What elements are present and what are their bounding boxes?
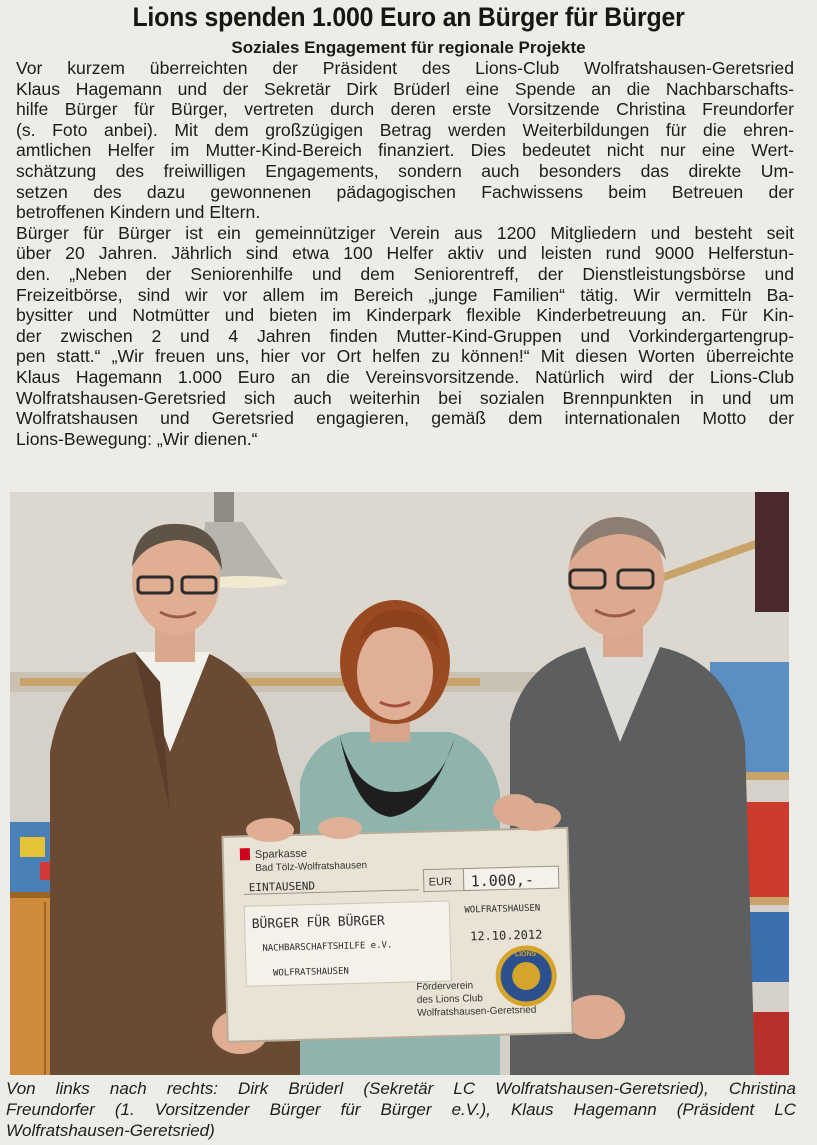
body-line: betroffenen Kindern und Eltern. bbox=[16, 202, 261, 223]
body-line: Lions-Bewegung: „Wir dienen.“ bbox=[16, 428, 258, 449]
body-line: Klaus Hagemann 1.000 Euro an die Vereinsvorsitzende. Natürlich wird der Lions-Club bbox=[16, 366, 794, 387]
body-line: setzen des dazu gewonnenen pädagogischen Fachwissens beim Betreuen der bbox=[16, 181, 794, 202]
article-photo bbox=[10, 492, 789, 1075]
article-headline: Lions spenden 1.000 Euro an Bürger für Bürger bbox=[132, 2, 685, 32]
body-line: pen statt.“ „Wir freuen uns, hier vor Ort helfen zu können!“ Mit diesen Worten überreichte bbox=[16, 346, 794, 367]
check-bank-name: Sparkasse bbox=[254, 847, 308, 862]
body-line: der zwischen 2 und 4 Jahren finden Mutter-Kind-Gruppen und Vorkindergartengrup- bbox=[16, 325, 794, 346]
lions-logo-icon bbox=[497, 947, 554, 1004]
caption-line: Von links nach rechts: Dirk Brüderl (Sekretär LC Wolfratshausen-Geretsried), Christina bbox=[6, 1079, 796, 1098]
body-line: über 20 Jahren. Jährlich sind etwa 100 Helfer aktiv und leisten rund 9000 Helferstun- bbox=[16, 243, 794, 264]
body-line: amtlichen Helfer im Mutter-Kind-Bereich finanziert. Dies bedeutet nicht nur eine Wert- bbox=[16, 140, 794, 161]
check-issuer-line1: Förderverein bbox=[416, 980, 474, 993]
body-line: Freizeitbörse, sind wir vor allem im Bereich „junge Familien“ tätig. Wir vermitteln Ba- bbox=[16, 284, 794, 305]
check-bank-branch: Bad Tölz-Wolfratshausen bbox=[255, 860, 368, 875]
body-line: Klaus Hagemann und der Sekretär Dirk Brüderl eine Spende an die Nachbarschafts- bbox=[16, 78, 794, 99]
body-line: schätzung des freiwilligen Engagements, sondern auch besonders das direkte Um- bbox=[16, 160, 794, 181]
body-line: hilfe Bürger für Bürger, vertreten durch deren erste Vorsitzende Christina Freundorfer bbox=[16, 99, 794, 120]
check-payee-line1: BÜRGER FÜR BÜRGER bbox=[251, 913, 385, 933]
check-place: WOLFRATSHAUSEN bbox=[464, 903, 541, 916]
wall-decoration bbox=[755, 492, 789, 612]
body-line: Wolfratshausen-Geretsried sich auch weiterhin bei sozialen Brennpunkten in und um bbox=[16, 387, 794, 408]
lions-logo-text: LIONS bbox=[514, 950, 537, 959]
body-line: bysitter und Notmütter und bieten im Kinderpark flexible Kinderbetreuung an. Für Kin- bbox=[16, 305, 794, 326]
caption-line: Wolfratshausen-Geretsried) bbox=[6, 1121, 215, 1140]
hand-right bbox=[509, 803, 561, 831]
hand-middle bbox=[318, 817, 362, 839]
check-purpose: EINTAUSEND bbox=[248, 879, 316, 895]
check-payee-line3: WOLFRATSHAUSEN bbox=[272, 966, 350, 979]
caption-line: Freundorfer (1. Vorsitzender Bürger für Bürger e.V.), Klaus Hagemann (Präsident LC bbox=[6, 1100, 796, 1119]
article-subheadline: Soziales Engagement für regionale Projekte bbox=[231, 38, 586, 57]
check-issuer-line2: des Lions Club bbox=[416, 993, 484, 1006]
check-currency: EUR bbox=[428, 875, 453, 889]
body-line: Vor kurzem überreichten der Präsident des Lions-Club Wolfratshausen-Geretsried bbox=[16, 58, 794, 78]
article-body bbox=[16, 58, 794, 449]
body-line: Wolfratshausen und Geretsried engagieren, gemäß dem internationalen Motto der bbox=[16, 408, 794, 429]
check-payee-line2: NACHBARSCHAFTSHILFE e.V. bbox=[262, 940, 393, 954]
body-line: Bürger für Bürger ist ein gemeinnütziger Verein aus 1200 Mitgliedern und besteht seit bbox=[16, 222, 794, 243]
check-date: 12.10.2012 bbox=[469, 927, 543, 944]
hand-left bbox=[246, 818, 294, 842]
bank-logo-icon bbox=[240, 848, 250, 860]
photo-caption bbox=[6, 1078, 796, 1141]
body-line: (s. Foto anbei). Mit dem großzügigen Betrag werden Weiterbildungen für die ehren- bbox=[16, 119, 794, 140]
check-amount: 1.000,- bbox=[470, 870, 535, 891]
donation-check bbox=[222, 828, 572, 1042]
body-line: den. „Neben der Seniorenhilfe und dem Seniorentreff, der Dienstleistungsbörse und bbox=[16, 263, 794, 284]
check-issuer-line3: Wolfratshausen-Geretsried bbox=[416, 1004, 537, 1019]
lamp-stem bbox=[214, 492, 234, 522]
